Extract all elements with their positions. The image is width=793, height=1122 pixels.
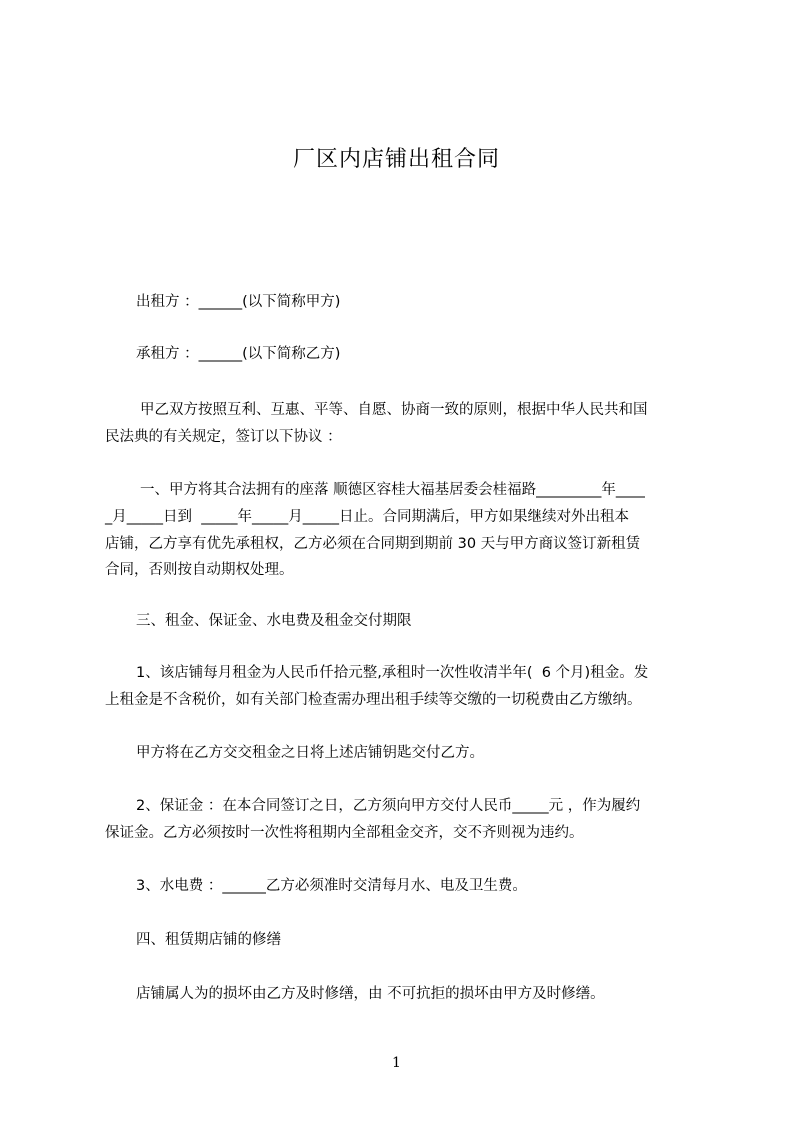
lessee-line: 承租方 ：______(以下简称乙方): [136, 346, 341, 362]
section4-heading: 四、租赁期店铺的修缮: [136, 932, 281, 948]
lessor-line: 出租方 ：______(以下简称甲方): [136, 294, 341, 310]
document-title: 厂区内店铺出租合同: [292, 147, 500, 172]
rent-line-2: 上租金是不含税价，如有关部门检查需办理出租手续等交缴的一切税费由乙方缴纳。: [105, 692, 642, 708]
deposit-line-2: 保证金。乙方必须按时一次性将租期内全部租金交齐，交不齐则视为违约。: [105, 825, 584, 841]
intro-line-2: 民法典的有关规定，签订以下协议 ：: [105, 429, 342, 445]
rent-line-1: 1、该店铺每月租金为人民币仟拾元整,承租时一次性收清半年( 6 个月)租金。发: [136, 665, 649, 681]
deposit-line-1: 2、保证金 ：在本合同签订之日，乙方须向甲方交付人民币_____元 ，作为履约: [136, 798, 641, 814]
keys-line: 甲方将在乙方交交租金之日将上述店铺钥匙交付乙方。: [136, 745, 484, 761]
clause1-line-3: 店铺，乙方享有优先承租权，乙方必须在合同期到期前 30 天与甲方商议签订新租赁: [105, 536, 641, 552]
repair-line: 店铺属人为的损坏由乙方及时修缮，由 不可抗拒的损坏由甲方及时修缮。: [136, 986, 605, 1002]
clause1-line-1: 一、甲方将其合法拥有的座落 顺德区容桂大福基居委会桂福路_________年____: [140, 482, 645, 498]
intro-line-1: 甲乙双方按照互利、互惠、平等、自愿、协商一致的原则，根据中华人民共和国: [140, 402, 648, 418]
clause1-line-2: _月_____日到 _____年_____月_____日止。合同期满后，甲方如果继续对外出租本: [105, 509, 629, 525]
utilities-line: 3、水电费 ：______乙方必须准时交清每月水、电及卫生费。: [136, 878, 527, 894]
clause1-line-4: 合同，否则按自动期权处理。: [105, 562, 294, 578]
section3-heading: 三、租金、保证金、水电费及租金交付期限: [136, 613, 412, 629]
page-number: 1: [392, 1055, 401, 1071]
